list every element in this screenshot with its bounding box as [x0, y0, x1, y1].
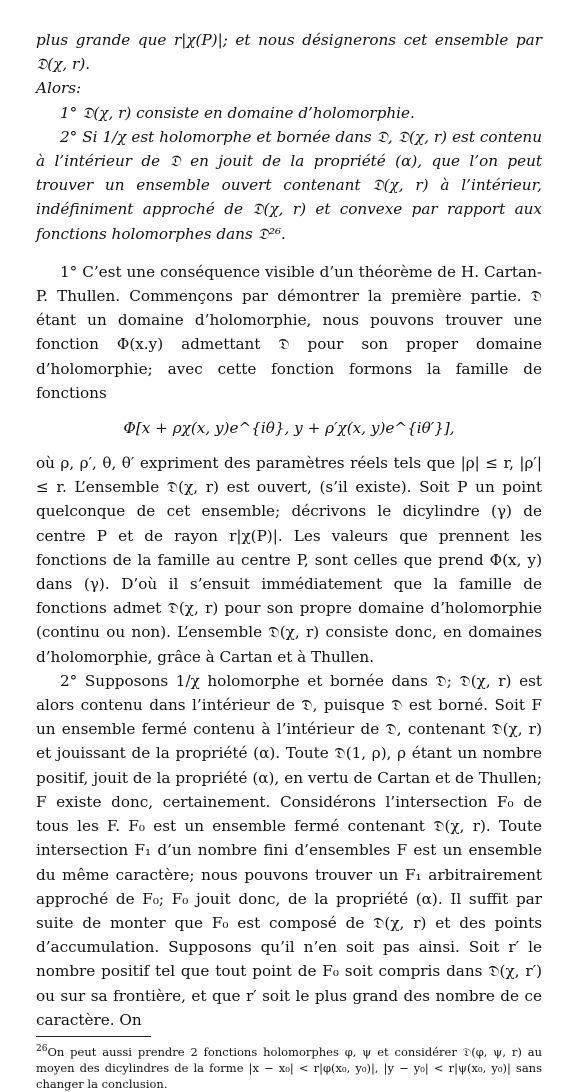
proof-part-1-continued: où ρ, ρ′, θ, θ′ expriment des paramètres réels tels que |ρ| ≤ r, |ρ′| ≤ r. L’ensemble 𝔇(χ, r) est ouvert, (s’il existe). Soit P un point quelconque de cet ensemble; décrivons le dicylindre (γ) de centre P et de rayon r|χ(P)|. Les valeurs que prennent les fonctions de la famille au centre P, sont celles que prend Φ(x, y) dans (γ). D’où il s’ensuit immédiatement que la famille de fonctions admet 𝔇(χ, r) pour son propre domaine d’holomorphie (continu ou non). L’ensemble 𝔇(χ, r) consiste donc, en domaines d’holomorphie, grâce à Cartan et à Thullen.	[36, 454, 542, 666]
footnote-text: On peut aussi prendre 2 fonctions holomorphes φ, ψ et considérer 𝔇(φ, ψ, r) au moyen des dicylindres de la forme |x − x₀| < r|φ(x₀, y₀)|, |y − y₀| < r|ψ(x₀, y₀)| sans changer la conclusion.	[36, 1044, 542, 1091]
formula: Φ[x + ρχ(x, y)e^{iθ}, y + ρ′χ(x, y)e^{iθ′}],	[123, 419, 455, 438]
page-body	[36, 28, 542, 1092]
statement-item-1: 1° 𝔇(χ, r) consiste en domaine d’holomorphie.	[60, 103, 415, 122]
intro-line-1: plus grande que r|χ(P)|; et nous désignerons cet ensemble par 𝔇(χ, r).	[36, 31, 542, 74]
footnote	[36, 1041, 542, 1092]
footnote-divider	[36, 1036, 151, 1037]
section-gap	[36, 246, 542, 260]
intro-line-2: Alors:	[36, 79, 82, 98]
proof-part-1: 1° C’est une conséquence visible d’un théorème de H. Cartan-P. Thullen. Commençons par démontrer la première partie. 𝔇 étant un domaine d’holomorphie, nous pouvons trouver une fonction Φ(x.y) admettant 𝔇 pour son proper domaine d’holomorphie; avec cette fonction formons la famille de fonctions	[36, 262, 542, 402]
proof-part-2: 2° Supposons 1/χ holomorphe et bornée dans 𝔇; 𝔇(χ, r) est alors contenu dans l’intérieur de 𝔇, puisque 𝔇 est borné. Soit F un ensemble fermé contenu à l’intérieur de 𝔇, contenant 𝔇(χ, r) et jouissant de la propriété (α). Toute 𝔇(1, ρ), ρ étant un nombre positif, jouit de la propriété (α), en vertu de Cartan et de Thullen; F existe donc, certainement. Considérons l’intersection F₀ de tous les F. F₀ est un ensemble fermé contenant 𝔇(χ, r). Toute intersection F₁ d’un nombre fini d’ensembles F est un ensemble du même caractère; nous pouvons trouver un F₁ arbitrairement approché de F₀; F₀ jouit donc, de la propriété (α). Il suffit par suite de monter que F₀ est composé de 𝔇(χ, r) et des points d’accumulation. Supposons qu’il n’en soit pas ainsi. Soit r′ le nombre positif tel que tout point de F₀ soit compris dans 𝔇(χ, r′) ou sur sa frontière, et que r′ soit le plus grand des nombre de ce caractère. On	[36, 671, 542, 1029]
statement-item-2: 2° Si 1/χ est holomorphe et bornée dans 𝔇, 𝔇(χ, r) est contenu à l’intérieur de 𝔇 en jouit de la propriété (α), que l’on peut trouver un ensemble ouvert contenant 𝔇(χ, r) à l’intérieur, indéfiniment approché de 𝔇(χ, r) et convexe par rapport aux fonctions holomorphes dans 𝔇²⁶.	[36, 127, 542, 243]
footnote-mark: 26	[36, 1043, 48, 1054]
